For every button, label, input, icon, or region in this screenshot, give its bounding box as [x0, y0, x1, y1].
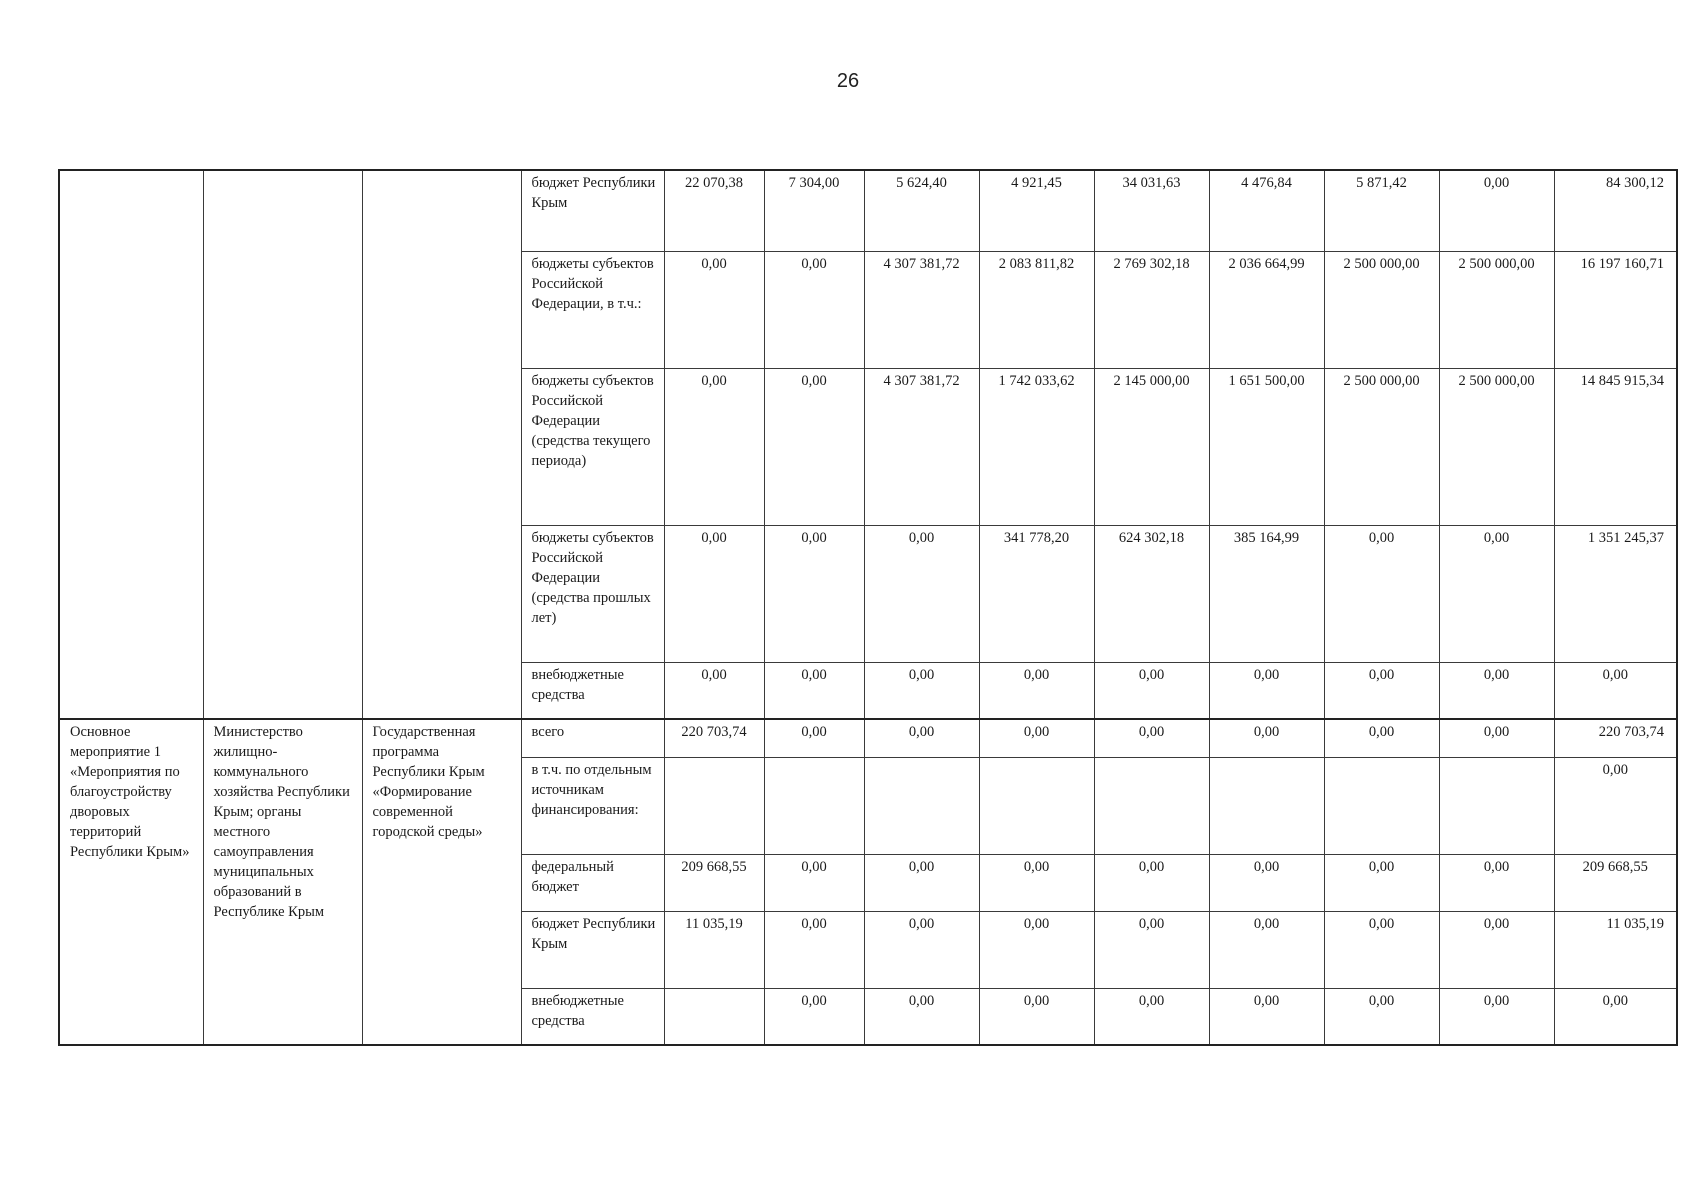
value-cell: 624 302,18 — [1094, 525, 1209, 662]
value-cell: 0,00 — [864, 719, 979, 757]
value-cell — [764, 757, 864, 854]
value-cell: 1 651 500,00 — [1209, 368, 1324, 525]
value-cell: 0,00 — [1324, 525, 1439, 662]
total-cell: 1 351 245,37 — [1554, 525, 1677, 662]
source-cell: бюджеты субъектов Российской Федерации, в т.ч.: — [521, 251, 664, 368]
value-cell: 0,00 — [764, 911, 864, 988]
total-cell: 84 300,12 — [1554, 170, 1677, 251]
value-cell: 0,00 — [979, 988, 1094, 1045]
total-cell: 0,00 — [1554, 662, 1677, 719]
value-cell: 0,00 — [1094, 662, 1209, 719]
value-cell: 341 778,20 — [979, 525, 1094, 662]
table-row — [59, 170, 1677, 251]
source-cell: бюджеты субъектов Российской Федерации (средства текущего периода) — [521, 368, 664, 525]
value-cell: 5 871,42 — [1324, 170, 1439, 251]
value-cell: 0,00 — [764, 368, 864, 525]
empty-name-cell — [59, 170, 203, 719]
source-cell: бюджет Республики Крым — [521, 911, 664, 988]
value-cell — [664, 988, 764, 1045]
value-cell — [664, 757, 764, 854]
value-cell: 0,00 — [764, 988, 864, 1045]
value-cell: 0,00 — [1209, 911, 1324, 988]
value-cell: 0,00 — [664, 368, 764, 525]
program-cell: Государственная программа Республики Крым «Формирование современной городской среды» — [362, 719, 521, 1045]
value-cell: 220 703,74 — [664, 719, 764, 757]
source-cell: в т.ч. по отдельным источникам финансирования: — [521, 757, 664, 854]
source-cell: всего — [521, 719, 664, 757]
value-cell: 2 036 664,99 — [1209, 251, 1324, 368]
source-cell: бюджеты субъектов Российской Федерации (средства прошлых лет) — [521, 525, 664, 662]
value-cell: 0,00 — [864, 525, 979, 662]
value-cell: 0,00 — [1209, 662, 1324, 719]
value-cell: 0,00 — [979, 662, 1094, 719]
value-cell: 0,00 — [1324, 719, 1439, 757]
total-cell: 14 845 915,34 — [1554, 368, 1677, 525]
value-cell: 0,00 — [1094, 854, 1209, 911]
total-cell: 11 035,19 — [1554, 911, 1677, 988]
value-cell: 0,00 — [764, 525, 864, 662]
value-cell: 4 307 381,72 — [864, 251, 979, 368]
value-cell: 0,00 — [1094, 719, 1209, 757]
value-cell: 0,00 — [1324, 988, 1439, 1045]
value-cell: 0,00 — [764, 251, 864, 368]
event-name-cell: Основное мероприятие 1 «Мероприятия по благоустройству дворовых территорий Республики Крым» — [59, 719, 203, 1045]
value-cell: 2 500 000,00 — [1324, 368, 1439, 525]
value-cell: 1 742 033,62 — [979, 368, 1094, 525]
value-cell: 0,00 — [979, 854, 1094, 911]
total-cell: 0,00 — [1554, 988, 1677, 1045]
value-cell — [979, 757, 1094, 854]
page-number: 26 — [836, 70, 860, 92]
value-cell: 0,00 — [1209, 988, 1324, 1045]
empty-program-cell — [362, 170, 521, 719]
value-cell: 0,00 — [979, 911, 1094, 988]
source-cell: бюджет Республики Крым — [521, 170, 664, 251]
value-cell: 0,00 — [864, 911, 979, 988]
value-cell: 0,00 — [864, 854, 979, 911]
value-cell — [1324, 757, 1439, 854]
value-cell: 0,00 — [1439, 911, 1554, 988]
value-cell: 0,00 — [1439, 170, 1554, 251]
value-cell: 22 070,38 — [664, 170, 764, 251]
value-cell: 0,00 — [979, 719, 1094, 757]
value-cell: 2 769 302,18 — [1094, 251, 1209, 368]
value-cell: 0,00 — [1439, 719, 1554, 757]
value-cell: 2 145 000,00 — [1094, 368, 1209, 525]
value-cell: 0,00 — [1324, 911, 1439, 988]
value-cell — [1439, 757, 1554, 854]
empty-executor-cell — [203, 170, 362, 719]
total-cell: 209 668,55 — [1554, 854, 1677, 911]
value-cell: 2 500 000,00 — [1439, 368, 1554, 525]
source-cell: внебюджетные средства — [521, 662, 664, 719]
value-cell: 0,00 — [764, 854, 864, 911]
total-cell: 0,00 — [1554, 757, 1677, 854]
funding-table — [58, 169, 1678, 1046]
value-cell: 385 164,99 — [1209, 525, 1324, 662]
total-cell: 220 703,74 — [1554, 719, 1677, 757]
value-cell: 0,00 — [1324, 854, 1439, 911]
value-cell: 0,00 — [1324, 662, 1439, 719]
value-cell: 0,00 — [764, 719, 864, 757]
value-cell — [1209, 757, 1324, 854]
value-cell: 0,00 — [664, 525, 764, 662]
value-cell: 4 307 381,72 — [864, 368, 979, 525]
total-cell: 16 197 160,71 — [1554, 251, 1677, 368]
source-cell: федеральный бюджет — [521, 854, 664, 911]
value-cell: 7 304,00 — [764, 170, 864, 251]
value-cell: 2 500 000,00 — [1324, 251, 1439, 368]
value-cell: 4 476,84 — [1209, 170, 1324, 251]
value-cell: 2 500 000,00 — [1439, 251, 1554, 368]
value-cell: 2 083 811,82 — [979, 251, 1094, 368]
executor-cell: Министерство жилищно-коммунального хозяйства Республики Крым; органы местного самоуправления муниципальных образований в Республике Крым — [203, 719, 362, 1045]
value-cell: 5 624,40 — [864, 170, 979, 251]
value-cell: 11 035,19 — [664, 911, 764, 988]
source-cell: внебюджетные средства — [521, 988, 664, 1045]
value-cell: 0,00 — [1094, 911, 1209, 988]
value-cell — [1094, 757, 1209, 854]
value-cell: 4 921,45 — [979, 170, 1094, 251]
value-cell: 0,00 — [864, 662, 979, 719]
value-cell: 0,00 — [664, 251, 764, 368]
value-cell: 0,00 — [664, 662, 764, 719]
value-cell: 0,00 — [1209, 719, 1324, 757]
value-cell: 34 031,63 — [1094, 170, 1209, 251]
value-cell: 0,00 — [1439, 525, 1554, 662]
value-cell: 0,00 — [764, 662, 864, 719]
value-cell: 0,00 — [864, 988, 979, 1045]
value-cell — [864, 757, 979, 854]
table-row — [59, 719, 1677, 757]
value-cell: 0,00 — [1439, 662, 1554, 719]
value-cell: 209 668,55 — [664, 854, 764, 911]
value-cell: 0,00 — [1439, 854, 1554, 911]
value-cell: 0,00 — [1209, 854, 1324, 911]
value-cell: 0,00 — [1439, 988, 1554, 1045]
value-cell: 0,00 — [1094, 988, 1209, 1045]
